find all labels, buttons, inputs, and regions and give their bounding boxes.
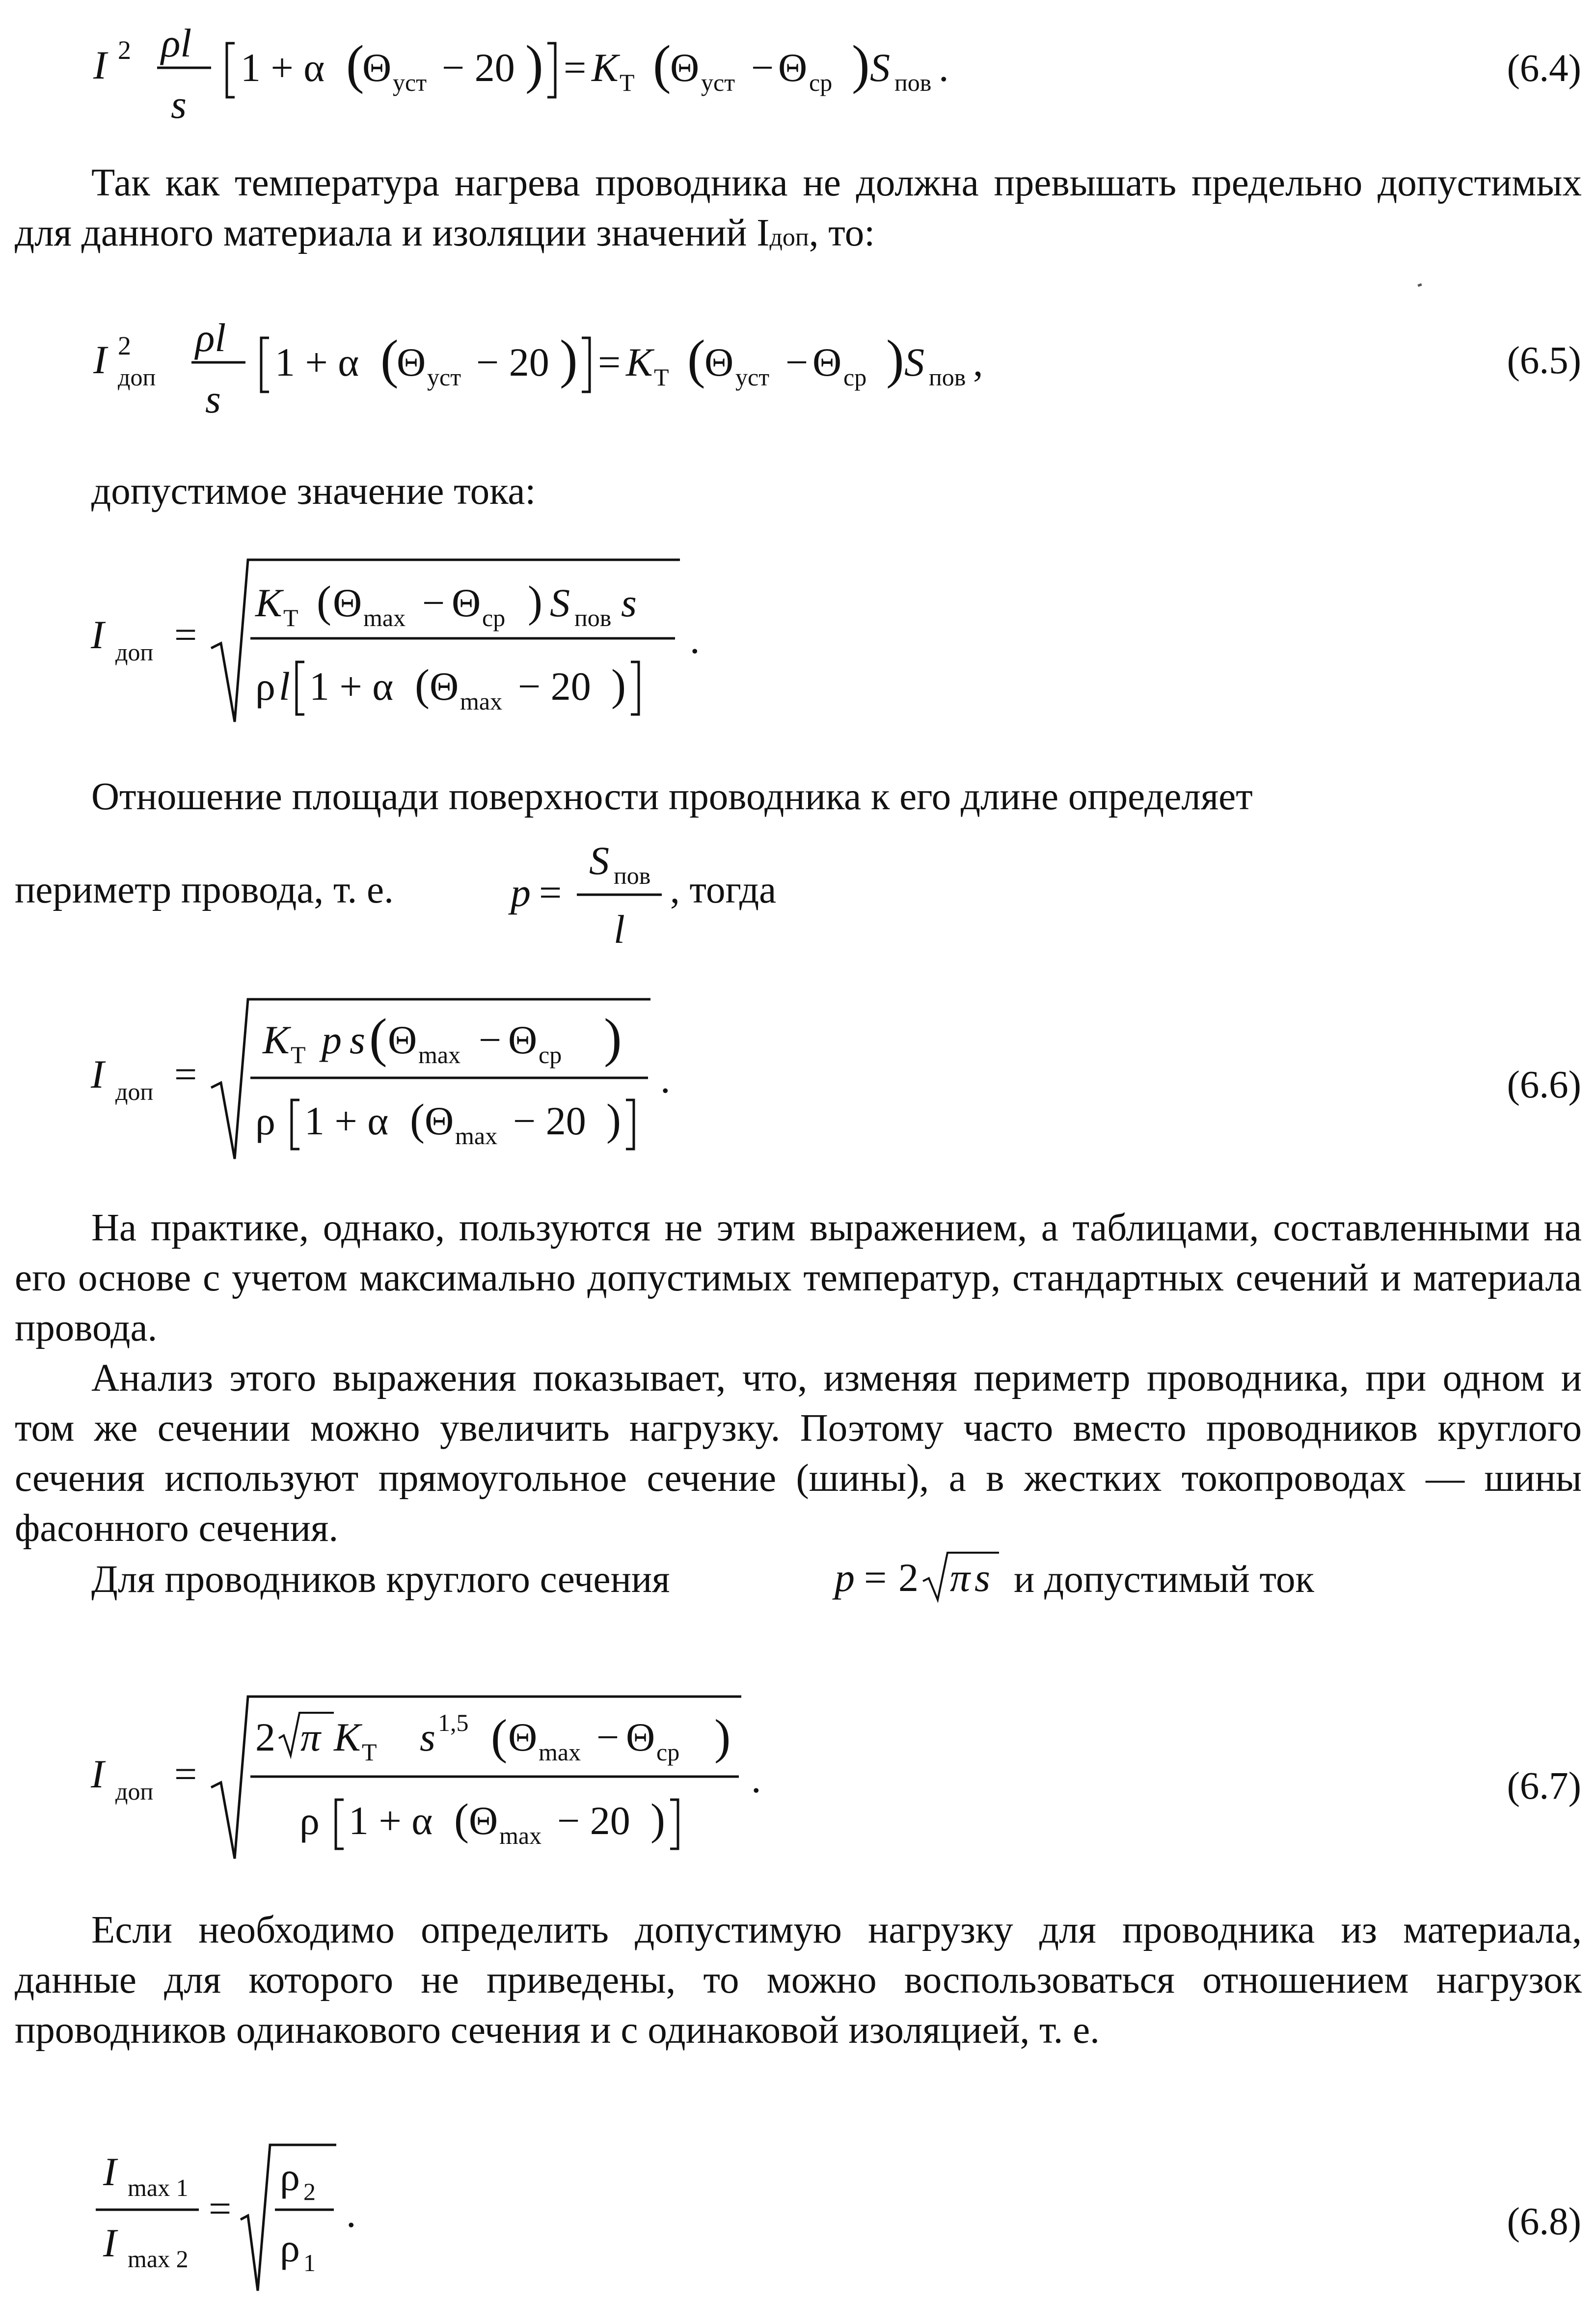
paragraph — [15, 1905, 1582, 2056]
scan-artifact — [1417, 283, 1422, 287]
subscript: пов — [614, 862, 651, 889]
paren: ( — [454, 1795, 469, 1844]
subscript: ср — [539, 1041, 562, 1069]
symbol: . — [939, 45, 949, 90]
paragraph-text: и допустимый ток — [1014, 1558, 1314, 1601]
paragraph-line — [670, 865, 776, 915]
symbol: K — [626, 340, 653, 384]
paragraph-line — [1014, 1555, 1314, 1605]
bracket — [670, 1800, 678, 1849]
paragraph — [15, 466, 1582, 517]
symbol: 2 — [255, 1715, 275, 1759]
symbol: . — [346, 2191, 356, 2236]
symbol: − — [596, 1715, 620, 1759]
paren: ) — [852, 34, 870, 94]
paragraph-text: На практике, однако, пользуются не этим выражением, а таблицами, составленными на его основе с учетом максимально допустимых температур, стандартных сечений и материала провода. — [15, 1206, 1582, 1349]
symbol: s — [171, 82, 187, 127]
symbol: K — [255, 580, 282, 625]
subscript: ср — [843, 363, 867, 391]
bracket — [336, 1800, 344, 1849]
symbol: − 20 — [518, 664, 591, 709]
symbol: − 20 — [442, 45, 515, 90]
paragraph-text: Отношение площади поверхности проводника к его длине определяет — [91, 775, 1253, 818]
superscript: 1,5 — [438, 1709, 469, 1736]
subscript: ср — [656, 1738, 680, 1766]
symbol: − — [479, 1017, 502, 1062]
subscript: уст — [427, 363, 461, 391]
symbol: ρ — [280, 2154, 300, 2199]
paragraph-text: периметр провода, т. е. — [15, 869, 394, 911]
symbol: K — [263, 1017, 290, 1062]
formula-6-8 — [0, 2121, 442, 2298]
symbol: I — [93, 337, 107, 382]
paren: ) — [650, 1795, 665, 1844]
symbol: − 20 — [476, 340, 549, 384]
paren: ( — [380, 329, 399, 389]
symbol: − — [785, 340, 809, 384]
subscript: max — [418, 1041, 461, 1069]
symbol: Θ — [388, 1017, 417, 1062]
subscript: доп — [118, 363, 156, 391]
symbol: = — [864, 1555, 887, 1600]
symbol: K — [334, 1715, 361, 1759]
subscript: max 1 — [128, 2174, 189, 2201]
symbol: Θ — [469, 1798, 498, 1843]
equation-number: (6.4) — [1507, 47, 1581, 90]
symbol: 1 + α — [309, 664, 394, 709]
symbol: Θ — [626, 1715, 655, 1759]
symbol: p — [511, 870, 531, 915]
formula-perimeter — [0, 815, 687, 953]
equation-number: (6.7) — [1507, 1765, 1581, 1808]
symbol: Θ — [778, 45, 808, 90]
symbol: = — [174, 1752, 197, 1796]
formula-idop-sqrt — [0, 550, 785, 737]
subscript: Т — [291, 1041, 306, 1069]
symbol: p — [835, 1555, 855, 1600]
paren: ) — [611, 661, 626, 710]
symbol: ρl — [161, 21, 192, 65]
subscript: доп — [769, 223, 809, 251]
symbol: − — [422, 580, 445, 625]
paren: ( — [687, 329, 705, 389]
paragraph-text: , тогда — [670, 869, 777, 911]
symbol: Θ — [670, 45, 700, 90]
paragraph-text: Так как температура нагрева проводника не должна превышать предельно допустимых для данного материала и изоляции значений I — [15, 162, 1582, 254]
symbol: K — [592, 45, 619, 90]
bracket — [227, 43, 235, 97]
subscript: ср — [809, 69, 833, 96]
equation-number: (6.6) — [1507, 1064, 1581, 1106]
paren: ) — [560, 329, 578, 389]
symbol: S — [870, 45, 890, 90]
symbol: Θ — [452, 580, 481, 625]
paren: ( — [415, 661, 430, 710]
symbol: ρ — [255, 664, 275, 709]
subscript: ср — [482, 604, 506, 631]
symbol: 1 + α — [349, 1798, 433, 1843]
symbol: 1 + α — [304, 1098, 389, 1143]
symbol: = — [174, 1052, 197, 1097]
paren: ) — [604, 1008, 622, 1068]
subscript: Т — [283, 604, 298, 631]
bracket — [626, 1100, 634, 1149]
symbol: 2 — [118, 331, 131, 360]
symbol: s — [350, 1017, 365, 1062]
symbol: S — [589, 838, 609, 883]
symbol: . — [751, 1756, 761, 1801]
bracket — [582, 338, 590, 392]
subscript: 2 — [303, 2178, 316, 2205]
symbol: − 20 — [513, 1098, 586, 1143]
paren: ) — [606, 1096, 621, 1144]
equation-number: (6.8) — [1507, 2200, 1581, 2243]
symbol: s — [974, 1555, 990, 1600]
subscript: доп — [115, 1778, 154, 1805]
paren: ( — [317, 577, 331, 626]
equation-number: (6.5) — [1507, 339, 1581, 382]
symbol: = — [539, 870, 562, 915]
subscript: max — [363, 604, 406, 631]
paragraph-text: Для проводников круглого сечения — [91, 1558, 670, 1601]
bracket — [631, 662, 639, 714]
symbol: . — [690, 617, 700, 662]
subscript: max — [499, 1822, 542, 1849]
symbol: 2 — [898, 1555, 919, 1600]
symbol: − 20 — [557, 1798, 630, 1843]
subscript: уст — [735, 363, 770, 391]
symbol: 1 + α — [241, 45, 325, 90]
symbol: I — [103, 2149, 117, 2194]
symbol: Θ — [812, 340, 842, 384]
subscript: max — [455, 1122, 498, 1150]
paragraph — [15, 158, 1582, 263]
symbol: I — [93, 43, 107, 87]
paragraph-text: , то: — [809, 212, 875, 254]
symbol: S — [550, 580, 570, 625]
symbol: I — [91, 1752, 105, 1796]
subscript: max 2 — [128, 2245, 189, 2273]
symbol: Θ — [430, 664, 459, 709]
symbol: ρl — [195, 315, 226, 360]
paragraph-text: Анализ этого выражения показывает, что, изменяя периметр проводника, при одном и том же сечении можно увеличить нагрузку. Поэтому часто вместо проводников круглого сечения используют прямоугольное сечение (шины), а в жестких токопроводах — шины фасонного сечения. — [15, 1357, 1582, 1550]
subscript: Т — [654, 363, 669, 391]
symbol: π — [950, 1555, 971, 1600]
paren: ) — [714, 1709, 731, 1764]
symbol: π — [300, 1715, 321, 1759]
symbol: = — [564, 45, 587, 90]
paragraph-text: допустимое значение тока: — [91, 470, 536, 513]
subscript: пов — [894, 69, 932, 96]
subscript: max — [539, 1738, 581, 1766]
subscript: пов — [574, 604, 612, 631]
symbol: = — [209, 2186, 232, 2231]
symbol: 1 + α — [275, 340, 359, 384]
symbol: ρ — [255, 1098, 275, 1143]
subscript: уст — [393, 69, 427, 96]
paragraph — [15, 1203, 1582, 1353]
symbol: 2 — [118, 35, 131, 65]
symbol: I — [103, 2221, 117, 2265]
subscript: уст — [701, 69, 735, 96]
paren: ) — [525, 34, 543, 94]
symbol: − — [751, 45, 774, 90]
symbol: s — [205, 377, 221, 421]
formula-6-7 — [0, 1684, 835, 1871]
paren: ) — [528, 577, 542, 626]
paren: ( — [653, 34, 671, 94]
formula-6-4 — [0, 10, 1080, 137]
subscript: доп — [115, 638, 154, 666]
bracket — [292, 1100, 299, 1149]
paren: ) — [886, 329, 904, 389]
bracket — [547, 43, 555, 97]
subscript: пов — [929, 363, 966, 391]
bracket — [261, 338, 269, 392]
subscript: max — [460, 687, 503, 715]
paragraph-text: Если необходимо определить допустимую нагрузку для проводника из материала, данные для которого не приведены, то можно воспользоваться отношением нагрузок проводников одинакового сечения и с одинаковой изоляцией, т. е. — [15, 1909, 1582, 2052]
formula-6-6 — [0, 987, 785, 1174]
subscript: доп — [115, 1078, 154, 1105]
symbol: ρ — [280, 2225, 300, 2270]
symbol: l — [279, 664, 290, 709]
symbol: Θ — [333, 580, 362, 625]
paren: ( — [369, 1008, 387, 1068]
symbol: Θ — [425, 1098, 454, 1143]
bracket — [297, 662, 304, 714]
paren: ( — [346, 34, 364, 94]
paragraph — [15, 1353, 1582, 1554]
subscript: Т — [362, 1738, 377, 1766]
symbol: S — [904, 340, 924, 384]
symbol: s — [420, 1715, 435, 1759]
symbol: Θ — [508, 1017, 538, 1062]
symbol: I — [91, 612, 105, 657]
symbol: = — [174, 612, 197, 657]
formula-perimeter-circle — [0, 1542, 1080, 1620]
subscript: Т — [620, 69, 635, 96]
paren: ( — [410, 1096, 425, 1144]
symbol: ρ — [299, 1798, 320, 1843]
symbol: s — [621, 580, 637, 625]
symbol: Θ — [704, 340, 734, 384]
symbol: Θ — [362, 45, 392, 90]
symbol: = — [598, 340, 621, 384]
symbol: I — [91, 1052, 105, 1097]
paren: ( — [491, 1709, 508, 1764]
symbol: Θ — [397, 340, 426, 384]
symbol: p — [322, 1017, 342, 1062]
formula-6-5 — [0, 304, 1080, 432]
symbol: l — [614, 907, 625, 952]
symbol: , — [973, 340, 983, 384]
symbol: Θ — [508, 1715, 538, 1759]
symbol: . — [660, 1057, 671, 1101]
paragraph — [15, 772, 1582, 822]
subscript: 1 — [303, 2249, 316, 2276]
